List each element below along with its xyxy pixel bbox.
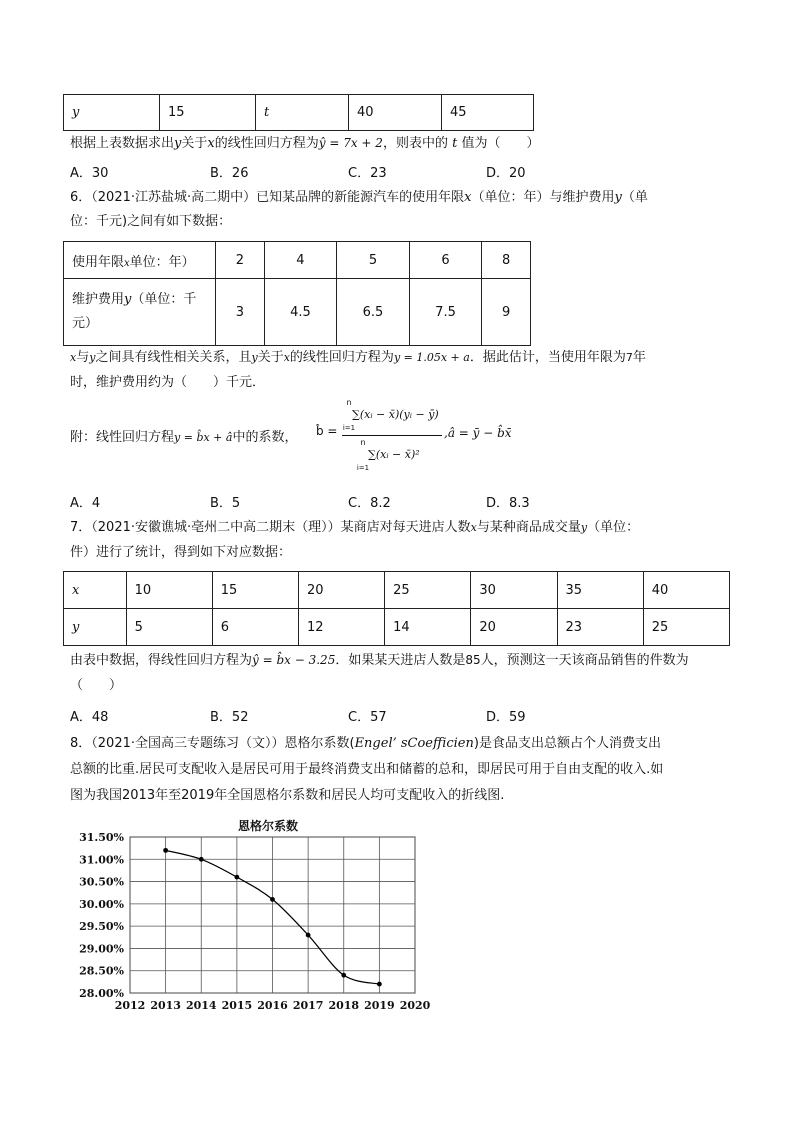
q6-table	[63, 241, 531, 346]
table-cell: 40	[349, 95, 442, 131]
q7-stem-line2: 件）进行了统计，得到如下对应数据：	[70, 545, 292, 560]
table-cell: 2	[216, 242, 265, 279]
data-point	[199, 857, 204, 862]
table-cell: 35	[557, 572, 643, 609]
table-cell: 20	[471, 609, 557, 646]
option-d: D．59	[486, 710, 526, 725]
table-row	[64, 279, 531, 346]
table-cell: 9	[482, 279, 531, 346]
table-cell: 45	[442, 95, 534, 131]
data-point	[377, 982, 382, 987]
table-cell: 15	[212, 572, 298, 609]
fraction-bar	[342, 435, 442, 436]
table-cell: 14	[385, 609, 471, 646]
table-cell: 3	[216, 279, 265, 346]
option-d: D．8.3	[486, 496, 530, 511]
x-tick-label: 2016	[257, 999, 288, 1012]
option-a: A．30	[70, 166, 109, 181]
table-row	[64, 609, 730, 646]
table-cell: 10	[126, 572, 212, 609]
table-cell: 30	[471, 572, 557, 609]
y-tick-label: 30.00%	[79, 897, 124, 911]
x-tick-label: 2014	[185, 999, 217, 1012]
table-cell: 4	[264, 242, 337, 279]
table-cell: 6	[212, 609, 298, 646]
table-cell: 25	[643, 609, 729, 646]
q6-bhat: b̂ =	[316, 424, 338, 438]
data-point	[270, 897, 275, 902]
table-row	[64, 572, 730, 609]
table-cell: 23	[557, 609, 643, 646]
q6-stem-line1: 6．（2021·江苏盐城·高二期中）已知某品牌的新能源汽车的使用年限x（单位：年）与维护费用y（单	[70, 190, 648, 205]
x-tick-label: 2015	[221, 999, 253, 1012]
table-cell: 15	[160, 95, 256, 131]
table-cell: 6.5	[337, 279, 410, 346]
y-tick-label: 28.00%	[79, 987, 124, 1000]
table-cell: 20	[298, 572, 384, 609]
table-cell: 7.5	[409, 279, 482, 346]
q8-stem-line3: 图为我国2013年至2019年全国恩格尔系数和居民人均可支配收入的折线图.	[70, 788, 505, 803]
q5-table	[63, 94, 534, 131]
table-row	[64, 242, 531, 279]
table-cell: 6	[409, 242, 482, 279]
q7-table	[63, 571, 730, 646]
q7-equation: ŷ = b̂x − 3.25	[252, 653, 336, 667]
x-tick-label: 2017	[292, 999, 324, 1012]
x-tick-label: 2020	[399, 999, 431, 1012]
y-tick-label: 31.00%	[79, 853, 124, 867]
table-header-cell: y	[64, 609, 127, 646]
q7-stem-line1: 7．（2021·安徽谯城·亳州二中高二期末（理））某商店对每天进店人数x与某种商品成交量y（单位：	[70, 520, 640, 535]
data-point	[234, 875, 239, 880]
q8-stem-line1: 8．（2021·全国高三专题练习（文））恩格尔系数(Engel’ sCoefficien)是食品支出总额占个人消费支出	[70, 736, 661, 751]
table-cell: 40	[643, 572, 729, 609]
table-row	[64, 95, 534, 131]
engel-coefficient-chart	[60, 812, 440, 1027]
q6-formula-note: 附：线性回归方程y = b̂x + â中的系数，	[70, 430, 298, 445]
formula-numerator: ∑(xᵢ − x̄)(yᵢ − ȳ)	[352, 408, 439, 421]
q5-question-text: 根据上表数据求出y关于x的线性回归方程为ŷ = 7x + 2，则表中的 t 值为（ ）	[70, 136, 540, 151]
chart-grid	[130, 837, 415, 993]
q6-stem-line2: 位：千元)之间有如下数据：	[70, 214, 232, 229]
q6-ahat: ,â = ȳ − b̂x̄	[444, 426, 512, 440]
table-cell: 5	[126, 609, 212, 646]
option-c: C．57	[348, 710, 387, 725]
option-c: C．8.2	[348, 496, 391, 511]
data-point	[306, 933, 311, 938]
q6-text-after-table: x与y之间具有线性相关关系，且y关于x的线性回归方程为y = 1.05x + a．据此估计，当使用年限为7年	[70, 350, 646, 365]
table-cell: 5	[337, 242, 410, 279]
option-a: A．4	[70, 496, 101, 511]
y-tick-label: 29.50%	[79, 920, 124, 934]
table-cell: 4.5	[264, 279, 337, 346]
q5-equation: ŷ = 7x + 2	[318, 136, 383, 150]
table-header-cell: x	[64, 572, 127, 609]
y-tick-label: 28.50%	[79, 964, 124, 978]
table-header-cell: 维护费用y（单位：千 元）	[64, 279, 216, 346]
formula-denominator: ∑(xᵢ − x̄)²	[368, 448, 420, 461]
q7-text-line2: （ ）	[70, 678, 123, 693]
table-cell: 12	[298, 609, 384, 646]
x-tick-label: 2018	[328, 999, 360, 1012]
option-a: A．48	[70, 710, 109, 725]
option-b: B．5	[210, 496, 241, 511]
table-header-cell: 使用年限x单位：年）	[64, 242, 216, 279]
y-tick-label: 29.00%	[79, 942, 124, 956]
y-tick-label: 31.50%	[79, 831, 124, 844]
q8-stem-line2: 总额的比重.居民可支配收入是居民可用于最终消费支出和储蓄的总和，即居民可用于自由支配的收入.如	[70, 762, 664, 777]
data-point	[163, 848, 168, 853]
table-cell: 25	[385, 572, 471, 609]
option-b: B．52	[210, 710, 249, 725]
x-tick-label: 2012	[114, 999, 146, 1012]
q6-text-line2: 时，维护费用约为（ ）千元．	[70, 375, 266, 390]
x-tick-label: 2019	[364, 999, 395, 1012]
table-cell: t	[256, 95, 349, 131]
chart-title: 恩格尔系数	[237, 819, 299, 833]
table-cell: y	[64, 95, 160, 131]
y-tick-label: 30.50%	[79, 875, 124, 889]
option-b: B．26	[210, 166, 249, 181]
x-tick-label: 2013	[150, 999, 181, 1012]
q6-equation: y = 1.05x + a	[393, 351, 470, 364]
table-cell: 8	[482, 242, 531, 279]
option-d: D．20	[486, 166, 526, 181]
data-point	[341, 973, 346, 978]
q7-text-after-table: 由表中数据，得线性回归方程为ŷ = b̂x − 3.25．如果某天进店人数是85人，预测这一天该商品销售的件数为	[70, 653, 689, 668]
option-c: C．23	[348, 166, 387, 181]
